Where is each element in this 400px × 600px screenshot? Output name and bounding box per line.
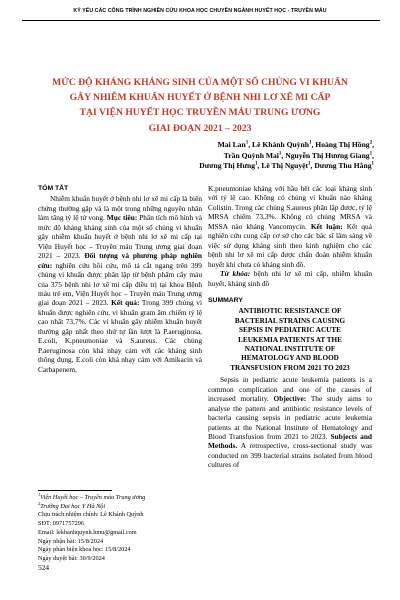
author-name: , Hoàng Thị Hồng <box>311 140 370 149</box>
footnote-rule <box>38 490 112 491</box>
affiliation-text: Viện Huyết học – Truyền máu Trung ương <box>40 494 146 501</box>
abstract-heading: TÓM TẮT <box>38 185 69 192</box>
affiliation-mark: 2 <box>38 500 41 506</box>
article-title <box>30 75 370 136</box>
date-received: Ngày nhận bài: 15/8/2024 <box>38 537 104 545</box>
author-name: , Nguyễn Thị Hương Giang <box>281 150 370 160</box>
english-title-line: ANTIBIOTIC RESISTANCE OF <box>238 307 342 316</box>
abstract-intro: Nhiễm khuẩn huyết ở bệnh nhi lơ xê mi cấp là biến chứng thường gặp và là một trong những nguyên nhân làm tăng tỷ lệ tử vong. <box>38 194 202 223</box>
phone: SĐT: 0971757296 <box>38 520 85 528</box>
methods-text: nghiên cứu hồi cứu, mô tả cắt ngang trên 399 chủng vi khuẩn được phân lập từ bệnh phẩm cấy máu của 375 bệnh nhi lơ xê mi cấp điều trị tại khoa Bệnh máu trẻ em, Viện Huyết học – Truyền máu Trung ương giai đoạn 2021 – 2023. <box>38 260 202 308</box>
affiliation-mark: 1 <box>255 161 258 167</box>
abstract-continued <box>208 184 372 269</box>
english-title-line: HEMATOLOGY AND BLOOD <box>241 354 339 363</box>
footnotes <box>38 491 203 564</box>
left-column <box>38 184 202 374</box>
english-methods-label: Subjects and Methods. <box>208 432 373 451</box>
methods-label: Đối tượng và phương pháp nghiên cứu: <box>38 251 202 270</box>
date-reviewed: Ngày phản biện khoa học: 15/8/2024 <box>38 546 131 554</box>
keywords-text: bệnh nhi lơ xê mi cấp, nhiễm khuẩn huyết, kháng sinh đồ <box>208 269 372 288</box>
author-name: , Lê Khánh Quỳnh <box>248 140 309 149</box>
author-name: Dương Thị Hưng <box>199 161 256 171</box>
english-title-line: LEUKEMIA PATIENTS AT THE <box>238 335 342 344</box>
date-accepted: Ngày duyệt bài: 30/9/2024 <box>38 554 105 562</box>
summary-heading: SUMMARY <box>208 296 243 304</box>
english-objective-text: The study aims to analyse the pattern and antibiotic resistance levels of bacteria causing sepsis in pediatric acute leukemia patients at the National Institute of Hematology and Blood Transfusion from 2021 to 2023. <box>208 394 373 441</box>
corresponding-author: Chịu trách nhiệm chính: Lê Khánh Quỳnh <box>38 511 144 519</box>
conclusion-text: Kết quả nghiên cứu cung cấp cơ sở cho các bác sĩ lâm sàng về việc sử dụng kháng sinh theo kinh nghiệm cho các bệnh nhi lơ xê mi cấp được chẩn đoán nhiễm khuẩn huyết khi chưa có kháng sinh đồ. <box>208 221 372 269</box>
affiliation-text: Trường Đại học Y Hà Nội <box>40 502 106 510</box>
author-line <box>114 161 374 172</box>
page-number: 524 <box>38 563 50 572</box>
author-separator: , <box>372 150 374 160</box>
affiliation-1 <box>38 491 203 503</box>
running-head: KỶ YẾU CÁC CÔNG TRÌNH NGHIÊN CỨU KHOA HỌC CHUYÊN NGÀNH HUYẾT HỌC - TRUYỀN MÁU <box>73 8 327 14</box>
english-abstract <box>208 375 372 470</box>
author-name: Trần Quỳnh Mai <box>223 150 279 160</box>
english-methods-text: A retrospective, cross-sectional study was conducted on 399 bacterial strains isolated from blood cultures of <box>208 441 372 470</box>
english-intro: Sepsis in pediatric acute leukemia patients is a common complication and one of the causes of increased mortality. <box>208 375 372 404</box>
objective-label: Mục tiêu: <box>106 213 138 223</box>
affiliation-mark: 1 <box>371 161 374 167</box>
affiliation-mark: 1 <box>38 491 41 497</box>
header-rule <box>22 20 380 21</box>
keywords-label: Từ khóa: <box>220 269 251 279</box>
title-line: TẠI VIỆN HUYẾT HỌC TRUYỀN MÁU TRUNG ƯƠNG <box>79 107 321 119</box>
affiliation-mark: 1 <box>308 161 311 167</box>
english-title-line: SEPSIS IN PEDIATRIC ACUTE <box>239 326 341 335</box>
author-name: , Dương Thu Hằng <box>310 161 372 171</box>
author-name: , Lê Thị Nguyệt <box>257 161 309 171</box>
affiliation-mark: 1 <box>245 140 249 146</box>
results-text: Trong 399 chủng vi khuẩn được nghiên cứu, vi khuẩn gram âm chiếm tỷ lệ cao nhất 73,7%. Các vi khuẩn gây nhiễm khuẩn huyết thường gặp nhất theo thứ tự lần lượt là P.aeruginosa, E.coli, K.pneumoniae và S.aureus. Các chủng P.aeruginosa còn khá nhạy cảm với các kháng sinh thông dụng, E.coli còn khá nhạy cảm với Amikacin và Carbapenem, <box>38 298 202 374</box>
author-line <box>114 140 374 151</box>
author-list <box>114 140 374 172</box>
english-title <box>208 307 372 373</box>
abstract-body <box>38 194 202 374</box>
title-line: GIAI ĐOẠN 2021 – 2023 <box>148 122 252 134</box>
author-name: Mai Lan <box>217 140 246 149</box>
author-separator: , <box>372 140 374 149</box>
english-title-line: TRANSFUSION FROM 2021 TO 2023 <box>230 363 350 372</box>
english-title-line: BACTERIAL STRAINS CAUSING <box>234 316 346 325</box>
affiliation-mark: 1 <box>308 140 312 146</box>
english-objective-label: Objective: <box>273 394 307 404</box>
keywords <box>208 269 372 288</box>
title-line: GÂY NHIỄM KHUẨN HUYẾT Ở BỆNH NHI LƠ XÊ MI CẤP <box>69 92 331 104</box>
right-column <box>208 184 372 470</box>
results-label: Kết quả: <box>111 298 140 308</box>
affiliation-mark: 1 <box>278 151 282 157</box>
conclusion-label: Kết luận: <box>310 221 343 231</box>
affiliation-mark: 2 <box>369 140 373 146</box>
title-line: MỨC ĐỘ KHÁNG KHÁNG SINH CỦA MỘT SỐ CHỦNG VI KHUẨN <box>52 77 348 88</box>
email: Email: lekhanhquynh.hmu@gmail.com <box>38 528 137 536</box>
affiliation-mark: 1 <box>369 151 373 157</box>
results-text-continued: K.pneumoniae kháng với hầu hết các loại kháng sinh với tỷ lệ cao. Không có chủng vi khuẩn nào kháng Colistin. Trong các chủng S.aureus phân lập được, tỷ lệ MRSA chiếm 73,3%. Không có chủng MRSA và MSSA nào kháng Vancomycin. <box>208 184 372 231</box>
english-title-line: NATIONAL INSTITUTE OF <box>244 345 336 354</box>
affiliation-2 <box>38 500 203 512</box>
objective-text: Phân tích mô hình và mức độ kháng kháng sinh của một số chủng vi khuẩn gây nhiễm khuẩn huyết ở bệnh nhi lơ xê mi cấp tại Viện Huyết học – Truyền máu Trung ương giai đoạn 2021 – 2023. <box>38 213 202 261</box>
author-line <box>114 151 374 162</box>
